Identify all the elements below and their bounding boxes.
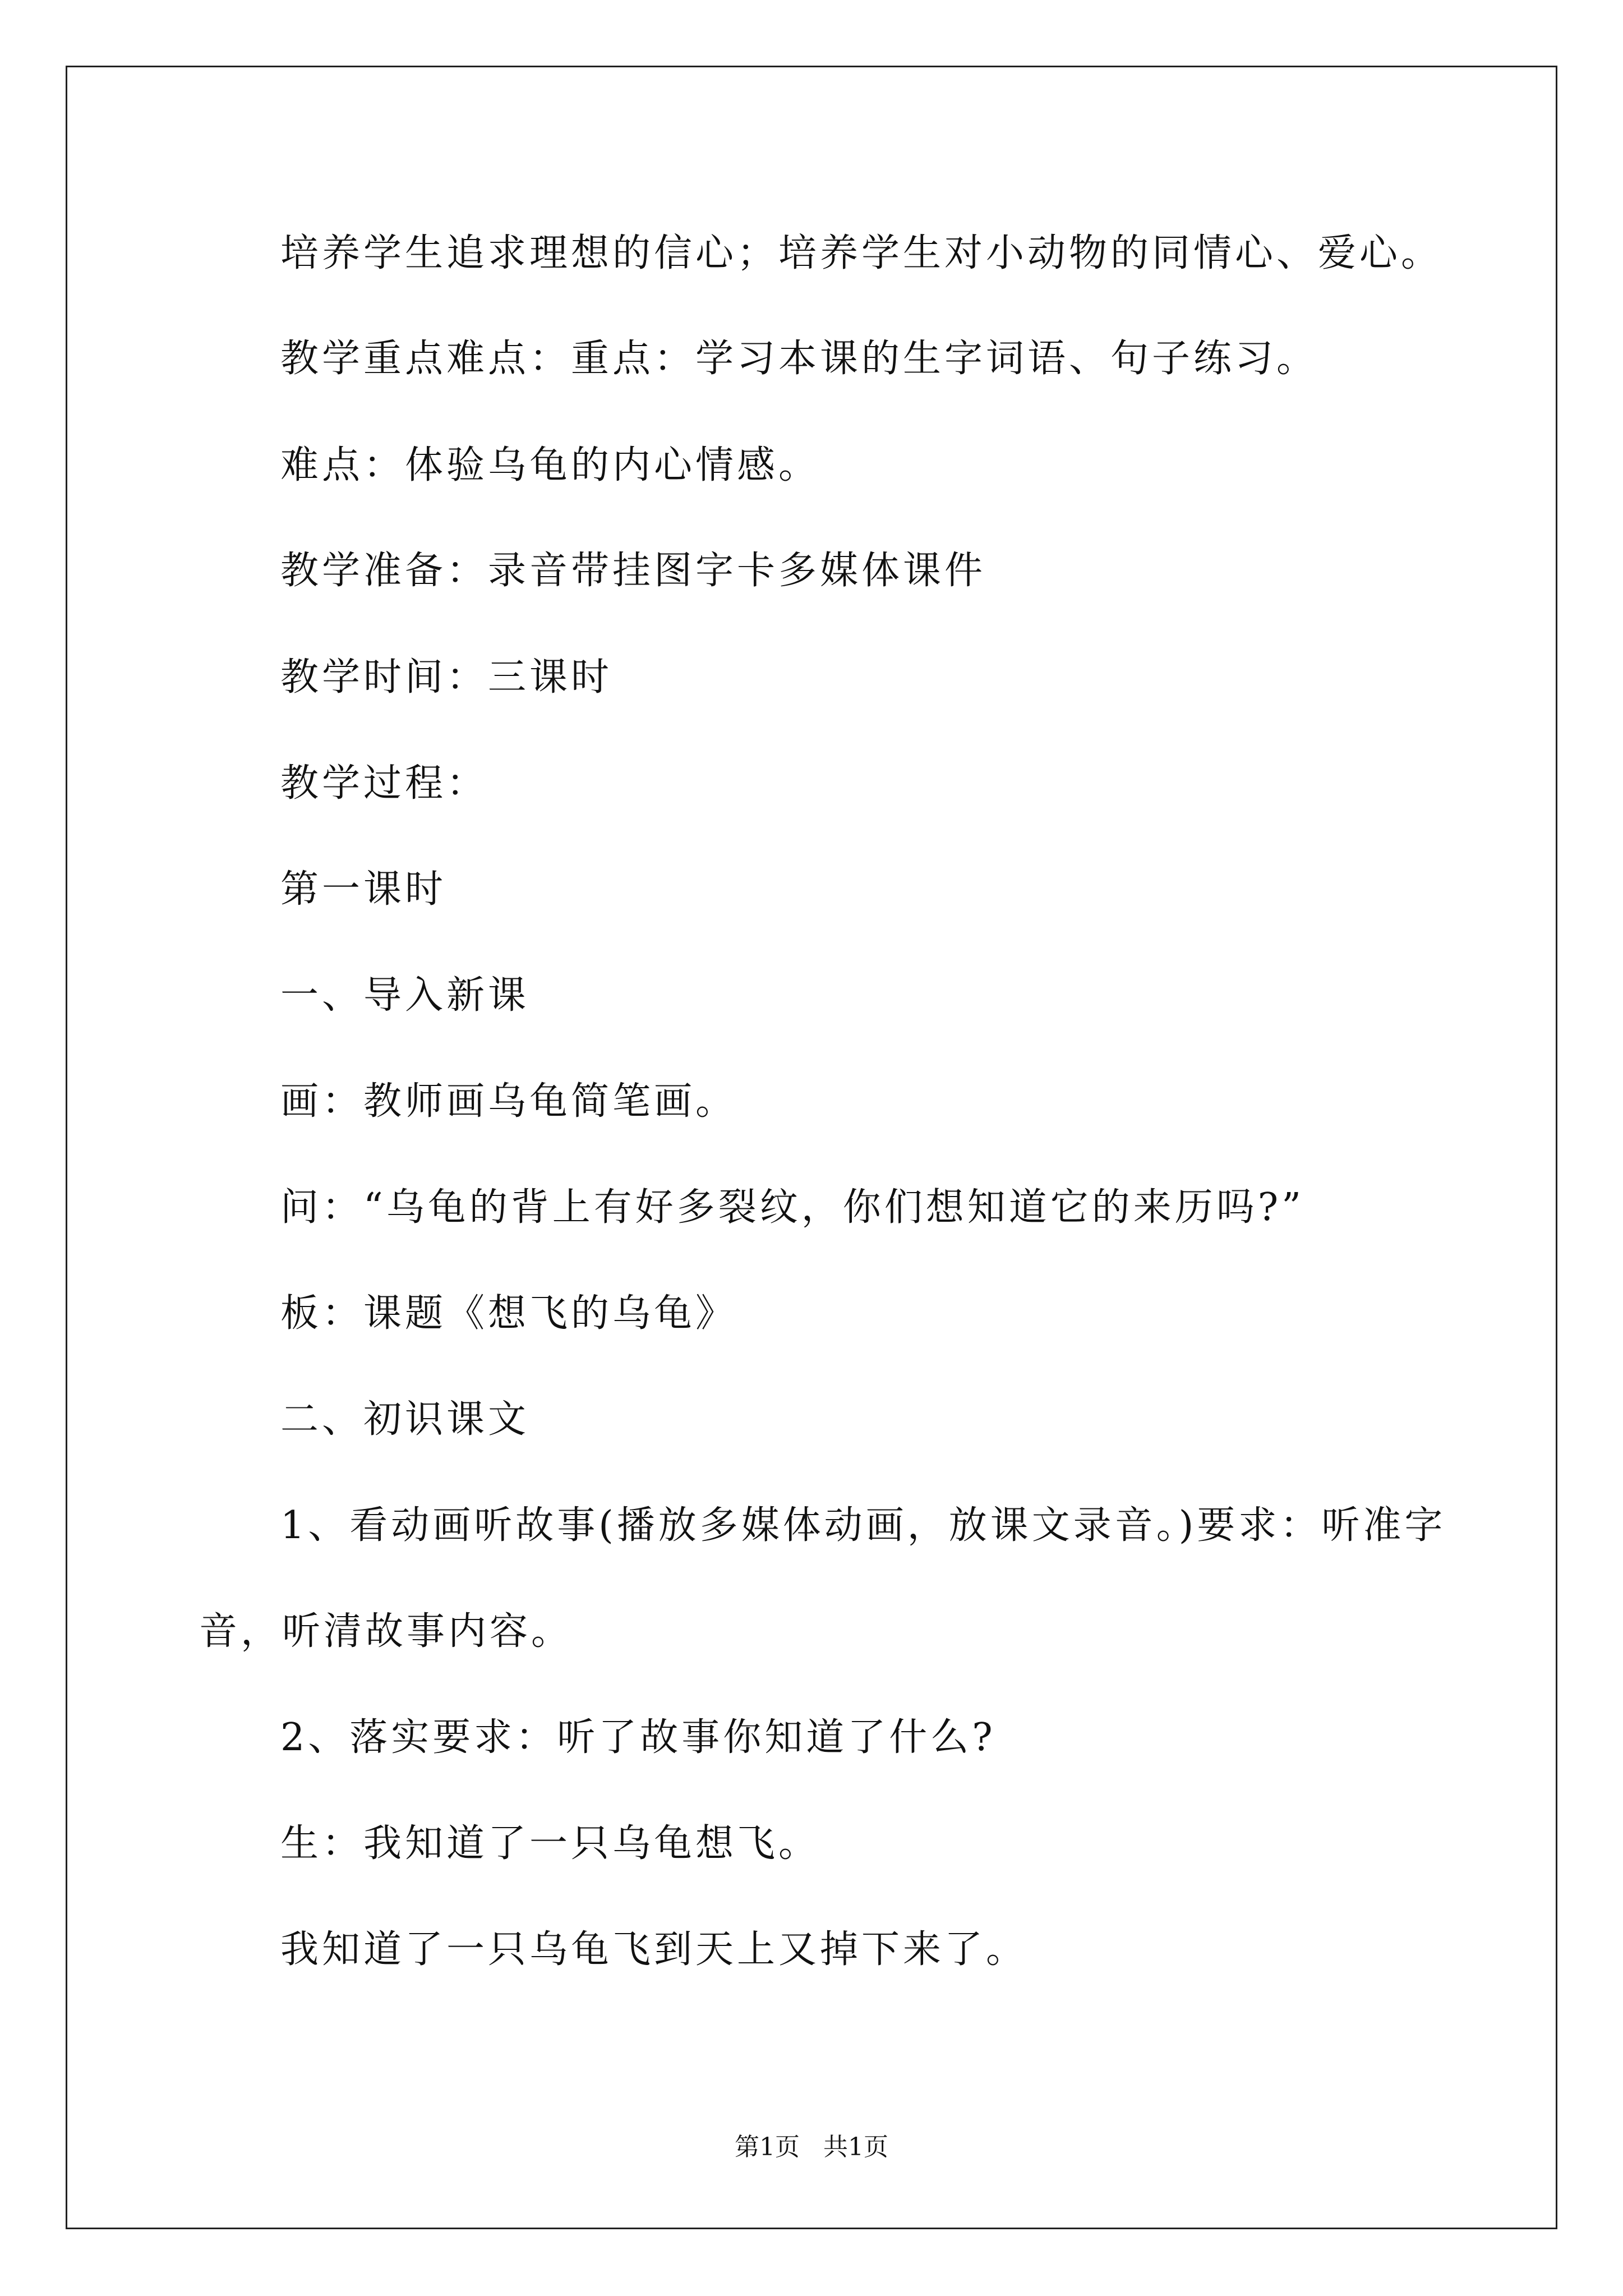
paragraph-line: 我知道了一只乌龟飞到天上又掉下来了。 bbox=[280, 1927, 1028, 1972]
paragraph-line: 2、落实要求：听了故事你知道了什么? bbox=[280, 1715, 996, 1760]
paragraph-line: 画：教师画乌龟简笔画。 bbox=[280, 1079, 737, 1124]
section-heading: 第一课时 bbox=[280, 867, 447, 912]
paragraph-line: 难点：体验乌龟的内心情感。 bbox=[280, 443, 820, 487]
paragraph-line: 板：课题《想飞的乌龟》 bbox=[280, 1291, 737, 1336]
paragraph-line: 音，听清故事内容。 bbox=[199, 1609, 573, 1654]
paragraph-line: 教学时间：三课时 bbox=[280, 655, 613, 700]
section-heading: 一、导入新课 bbox=[280, 973, 530, 1018]
paragraph-line: 问：“乌龟的背上有好多裂纹，你们想知道它的来历吗?” bbox=[280, 1185, 1304, 1230]
page-border bbox=[66, 66, 1557, 2229]
paragraph-line: 教学过程： bbox=[280, 761, 488, 806]
page-number: 第1页 共1页 bbox=[735, 2133, 888, 2161]
paragraph-line: 教学准备：录音带挂图字卡多媒体课件 bbox=[280, 549, 986, 593]
section-heading: 二、初识课文 bbox=[280, 1397, 530, 1442]
paragraph-line: 生：我知道了一只乌龟想飞。 bbox=[280, 1821, 820, 1866]
paragraph-line: 教学重点难点：重点：学习本课的生字词语、句子练习。 bbox=[280, 337, 1318, 381]
paragraph-line: 培养学生追求理想的信心；培养学生对小动物的同情心、爱心。 bbox=[280, 231, 1443, 275]
paragraph-line: 1、看动画听故事(播放多媒体动画，放课文录音。)要求：听准字 bbox=[280, 1503, 1446, 1548]
